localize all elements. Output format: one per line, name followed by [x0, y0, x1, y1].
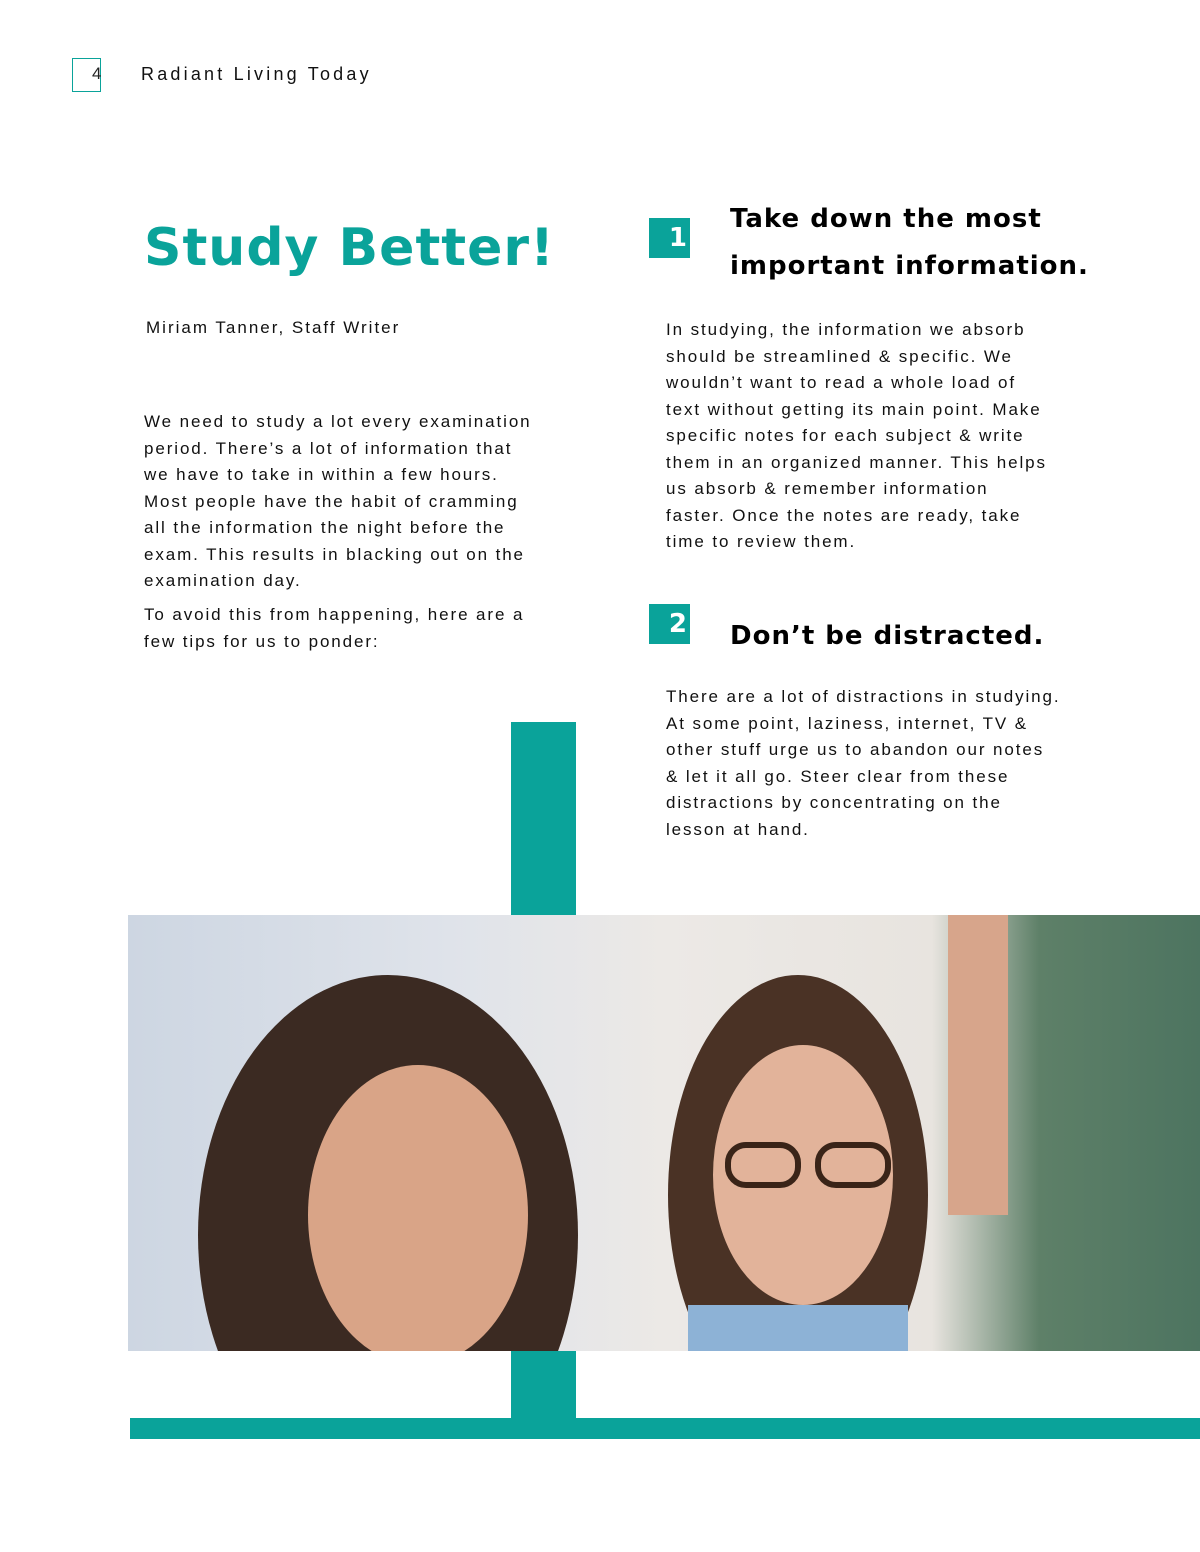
text-line: all the information the night before the — [144, 518, 506, 537]
text-line: wouldn’t want to read a whole load of — [666, 373, 1017, 392]
text-line: examination day. — [144, 571, 302, 590]
text-line: other stuff urge us to abandon our notes — [666, 740, 1045, 759]
tip-body — [666, 317, 1047, 556]
text-line: text without getting its main point. Make — [666, 399, 1042, 419]
text-line: faster. Once the notes are ready, take — [666, 505, 1022, 525]
text-line: exam. This results in blacking out on the — [144, 544, 525, 564]
text-line: distractions by concentrating on the — [666, 793, 1002, 812]
text-line: them in an organized manner. This helps — [666, 452, 1047, 472]
text-line: lesson at hand. — [666, 819, 810, 839]
tip-body — [666, 684, 1060, 843]
text-line: We need to study a lot every examination — [144, 412, 532, 431]
photo-illustration — [128, 915, 1200, 1351]
text-line: time to review them. — [666, 532, 857, 551]
text-line: period. There’s a lot of information that — [144, 438, 513, 458]
text-line: At some point, laziness, internet, TV & — [666, 713, 1028, 733]
lead-in-paragraph — [144, 602, 524, 655]
intro-paragraph — [144, 409, 532, 595]
text-line: To avoid this from happening, here are a — [144, 605, 525, 624]
tip-heading — [730, 196, 1089, 290]
tip-number-badge: 1 — [649, 218, 690, 258]
text-line: specific notes for each subject & write — [666, 426, 1025, 445]
page-number: 4 — [92, 64, 102, 83]
text-line: Take down the most — [730, 204, 1042, 234]
text-line: important information. — [730, 251, 1089, 281]
students-photo — [128, 915, 1200, 1351]
text-line: we have to take in within a few hours. — [144, 465, 499, 484]
text-line: few tips for us to ponder: — [144, 631, 380, 651]
article-author: Miriam Tanner, Staff Writer — [146, 318, 401, 337]
magazine-name: Radiant Living Today — [141, 64, 372, 84]
decorative-horizontal-bar — [130, 1418, 1200, 1439]
tip-heading — [730, 613, 1044, 660]
text-line: Don’t be distracted. — [730, 621, 1045, 651]
text-line: & let it all go. Steer clear from these — [666, 766, 1010, 786]
text-line: should be streamlined & specific. We — [666, 346, 1013, 366]
tip-number-badge: 2 — [649, 604, 690, 644]
text-line: In studying, the information we absorb — [666, 320, 1026, 339]
text-line: us absorb & remember information — [666, 479, 989, 498]
article-title: Study Better! — [144, 218, 555, 278]
text-line: Most people have the habit of cramming — [144, 491, 519, 511]
text-line: There are a lot of distractions in studying. — [666, 687, 1061, 706]
